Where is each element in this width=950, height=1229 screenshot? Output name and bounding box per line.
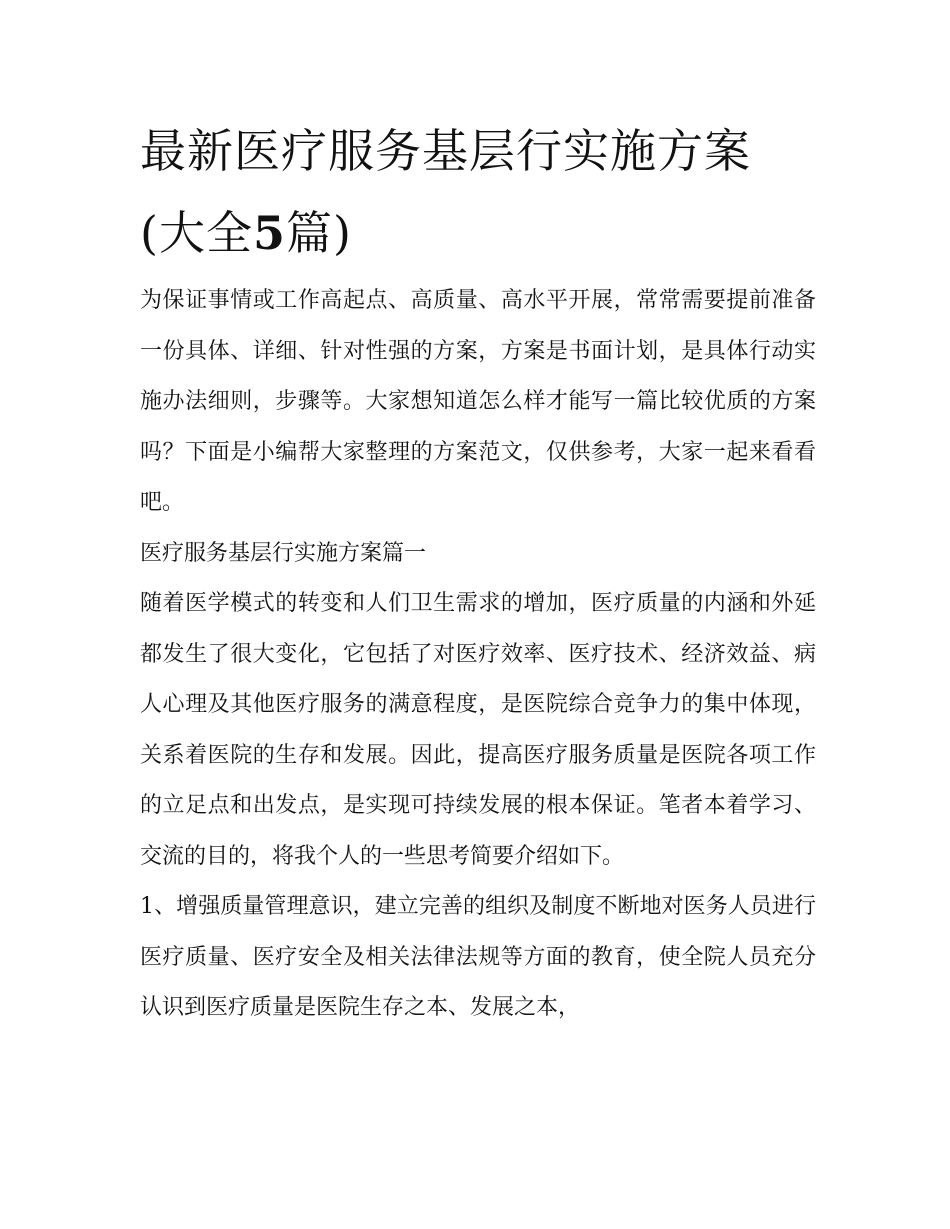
intro-paragraph: 为保证事情或工作高起点、高质量、高水平开展，常常需要提前准备一份具体、详细、针对性强的方案，方案是书面计划，是具体行动实施办法细则，步骤等。大家想知道怎么样才能写一篇比较优质的方案吗？下面是小编帮大家整理的方案范文，仅供参考，大家一起来看看吧。 (140, 288, 816, 515)
title-line-2-number: 5 (252, 206, 286, 260)
title-line-2-open: (大全 (140, 206, 253, 260)
point-1-paragraph: 1、增强质量管理意识，建立完善的组织及制度不断地对医务人员进行医疗质量、医疗安全及相关法律法规等方面的教育，使全院人员充分认识到医疗质量是医院生存之本、发展之本， (140, 894, 816, 1020)
document-content (140, 110, 816, 1034)
section-heading: 医疗服务基层行实施方案篇一 (140, 540, 427, 566)
document-title (140, 110, 816, 274)
title-line-2-close: 篇) (285, 206, 352, 260)
body-paragraph: 随着医学模式的转变和人们卫生需求的增加，医疗质量的内涵和外延都发生了很大变化，它包括了对医疗效率、医疗技术、经济效益、病人心理及其他医疗服务的满意程度，是医院综合竞争力的集中体现，关系着医院的生存和发展。因此，提高医疗服务质量是医院各项工作的立足点和出发点，是实现可持续发展的根本保证。笔者本着学习、交流的目的，将我个人的一些思考简要介绍如下。 (140, 591, 816, 869)
title-line-1: 最新医疗服务基层行实施方案 (140, 124, 751, 178)
